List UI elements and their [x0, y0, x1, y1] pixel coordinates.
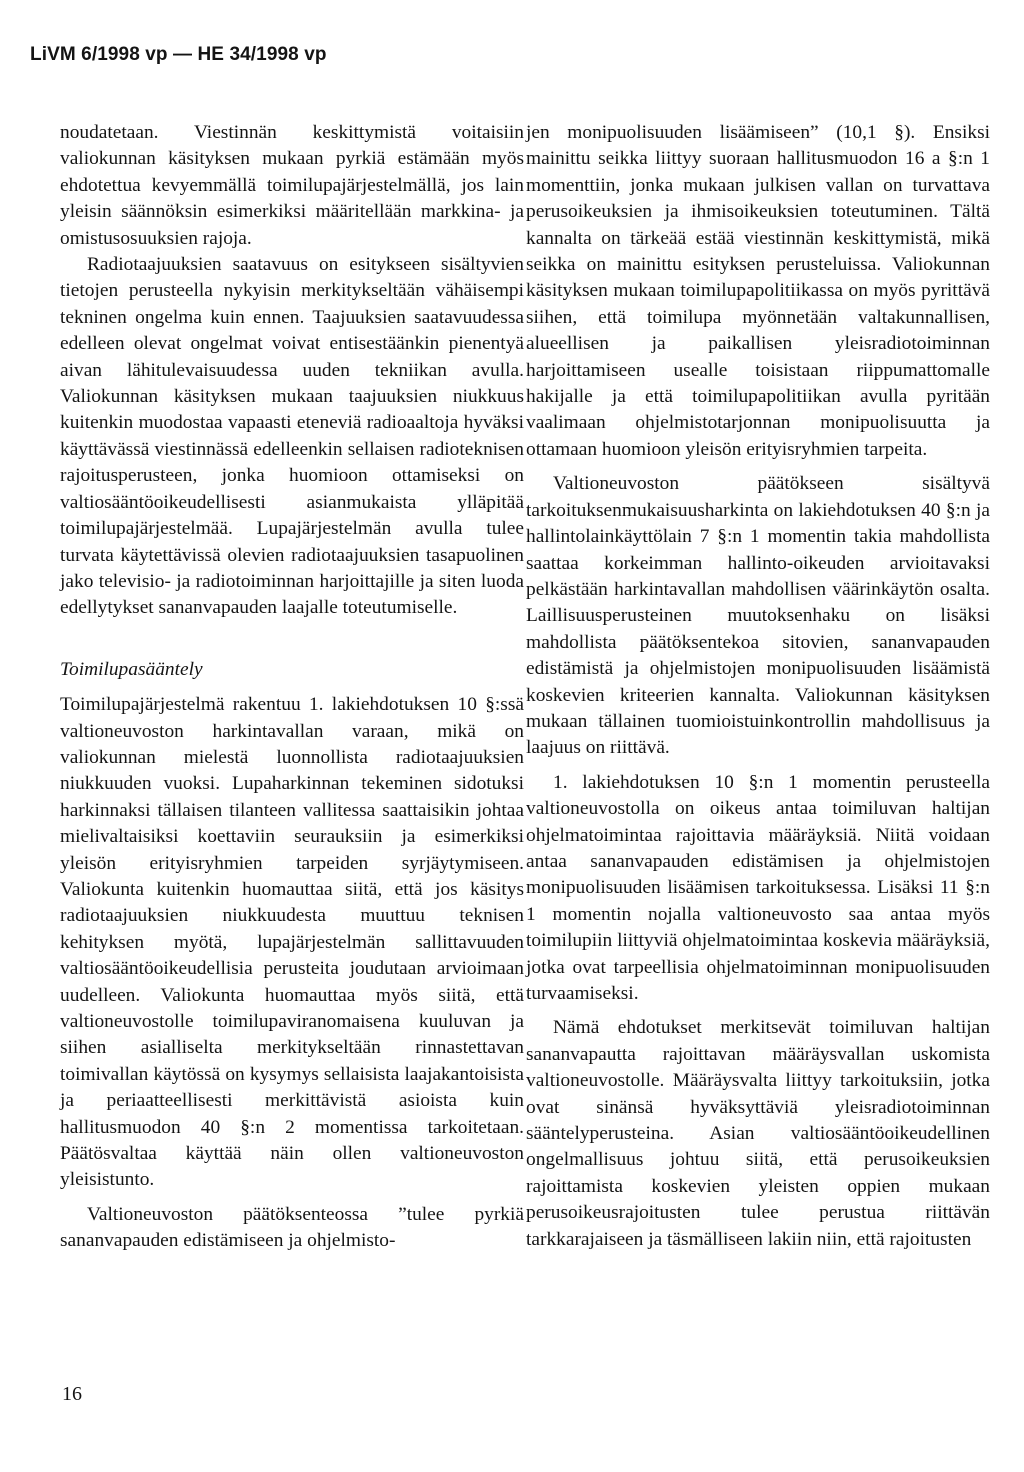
- section-heading: Toimilupasääntely: [60, 658, 203, 680]
- paragraph: Toimilupajärjestelmä rakentuu 1. lakiehdotuksen 10 §:ssä valtioneuvoston harkintavallan varaan, mikä on valiokunnan mielestä luonnollista radiotaajuuksien niukkuuden vuoksi. Lupaharkinnan tekeminen sidotuksi harkinnaksi tällaisen tilanteen vallitessa saattaisikin johtaa mielivaltaisiksi koettaviin seurauksiin ja esimerkiksi yleisön erityisryhmien tarpeiden syrjäytymiseen. Valiokunta kuitenkin huomauttaa siitä, että jos käsitys radiotaajuuksien niukkuudesta muuttuu teknisen kehityksen myötä, lupajärjestelmän sallittavuuden valtiosääntöoikeudellisia perusteita joudutaan arvioimaan uudelleen. Valiokunta huomauttaa myös siitä, että valtioneuvostolle toimilupaviranomaisena kuuluvan ja siihen asialliselta merkitykseltään rinnastettavan toimivallan käytössä on kysymys sellaisista laajakantoisista ja periaatteellisesti merkittävistä asioista kuin hallitusmuodon 40 §:n 2 momentissa tarkoitetaan. Päätösvaltaa käyttää näin ollen valtioneuvoston yleisistunto.: [60, 694, 524, 1191]
- left-column: [60, 120, 524, 1255]
- paragraph: 1. lakiehdotuksen 10 §:n 1 momentin perusteella valtioneuvostolla on oikeus antaa toimiluvan haltijan ohjelmatoimintaa rajoittavia määräyksiä. Niitä voidaan antaa sananvapauden edistämisen ja ohjelmistojen monipuolisuuden lisäämisen tarkoituksessa. Lisäksi 11 §:n 1 momentin nojalla valtioneuvosto saa antaa myös toimilupiin liittyviä ohjelmatoimintaa koskevia määräyksiä, jotka ovat tarpeellisia ohjelmatoiminnan monipuolisuuden turvaamiseksi.: [526, 771, 990, 1004]
- paragraph: jen monipuolisuuden lisäämiseen” (10,1 §). Ensiksi mainittu seikka liittyy suoraan hallitusmuodon 16 a §:n 1 momenttiin, jonka mukaan julkisen vallan on turvattava perusoikeuksien ja ihmisoikeuksien toteutuminen. Tältä kannalta on tärkeää estää viestinnän keskittymistä, mikä seikka on mainittu esityksen perusteluissa. Valiokunnan käsityksen mukaan toimilupapolitiikassa on myös pyrittävä siihen, että toimilupa myönnetään valtakunnallisen, alueellisen ja paikallisen yleisradiotoiminnan harjoittamiseen usealle toisistaan riippumattomalle hakijalle ja että toimilupapolitiikan avulla pyritään vaalimaan ohjelmistotarjonnan monipuolisuutta ja ottamaan huomioon yleisön erityisryhmien tarpeita.: [526, 122, 990, 460]
- page-number: 16: [62, 1383, 82, 1405]
- paragraph: Valtioneuvoston päätöksenteossa ”tulee pyrkiä sananvapauden edistämiseen ja ohjelmisto-: [60, 1203, 524, 1252]
- paragraph: noudatetaan. Viestinnän keskittymistä voitaisiin valiokunnan käsityksen mukaan pyrkiä estämään myös ehdotettua kevyemmällä toimilupajärjestelmällä, jos lain yleisin säännöksin esimerkiksi määritellään markkina- ja omistusosuuksien rajoja.: [60, 122, 524, 249]
- paragraph: Nämä ehdotukset merkitsevät toimiluvan haltijan sananvapautta rajoittavan määräysvallan uskomista valtioneuvostolle. Määräysvalta liittyy tarkoituksiin, jotka ovat sinänsä hyväksyttäviä yleisradiotoiminnan sääntelyperusteina. Asian valtiosääntöoikeudellinen ongelmallisuus johtuu siitä, että perusoikeuksien rajoittamista koskevien yleisten oppien mukaan perusoikeusrajoitusten tulee perustua riittävän tarkkarajaiseen ja täsmälliseen lakiin niin, että rajoitusten: [526, 1017, 990, 1250]
- paragraph: Valtioneuvoston päätökseen sisältyvä tarkoituksenmukaisuusharkinta on lakiehdotuksen 40 §:n ja hallintolainkäyttölain 7 §:n 1 momentin takia mahdollista saattaa korkeimman hallinto-oikeuden arvioitavaksi pelkästään harkintavallan mahdollisen väärinkäytön osalta. Laillisuusperusteinen muutoksenhaku on lisäksi mahdollista päätöksentekoa sitovien, sananvapauden edistämistä ja ohjelmistojen monipuolisuuden lisäämistä koskevien kriteerien kannalta. Valiokunnan käsityksen mukaan tällainen tuomioistuinkontrollin mahdollisuus ja laajuus on riittävä.: [526, 473, 990, 759]
- right-column: [526, 120, 990, 1253]
- paragraph: Radiotaajuuksien saatavuus on esitykseen sisältyvien tietojen perusteella nykyisin merkitykseltään vähäisempi tekninen ongelma kuin ennen. Taajuuksien saatavuudessa edelleen olevat ongelmat voivat entisestäänkin pienentyä aivan lähitulevaisuudessa uuden tekniikan avulla. Valiokunnan käsityksen mukaan taajuuksien niukkuus kuitenkin muodostaa vapaasti eteneviä radioaaltoja hyväksi käyttävässä viestinnässä edelleenkin sellaisen radioteknisen rajoitusperusteen, jonka huomioon ottamiseksi on valtiosääntöoikeudellisesti asianmukaista ylläpitää toimilupajärjestelmää. Lupajärjestelmän avulla tulee turvata käytettävissä olevien radiotaajuuksien tasapuolinen jako televisio- ja radiotoiminnan harjoittajille ja siten luoda edellytykset sananvapauden laajalle toteutumiselle.: [60, 254, 524, 619]
- running-header: LiVM 6/1998 vp — HE 34/1998 vp: [30, 44, 327, 65]
